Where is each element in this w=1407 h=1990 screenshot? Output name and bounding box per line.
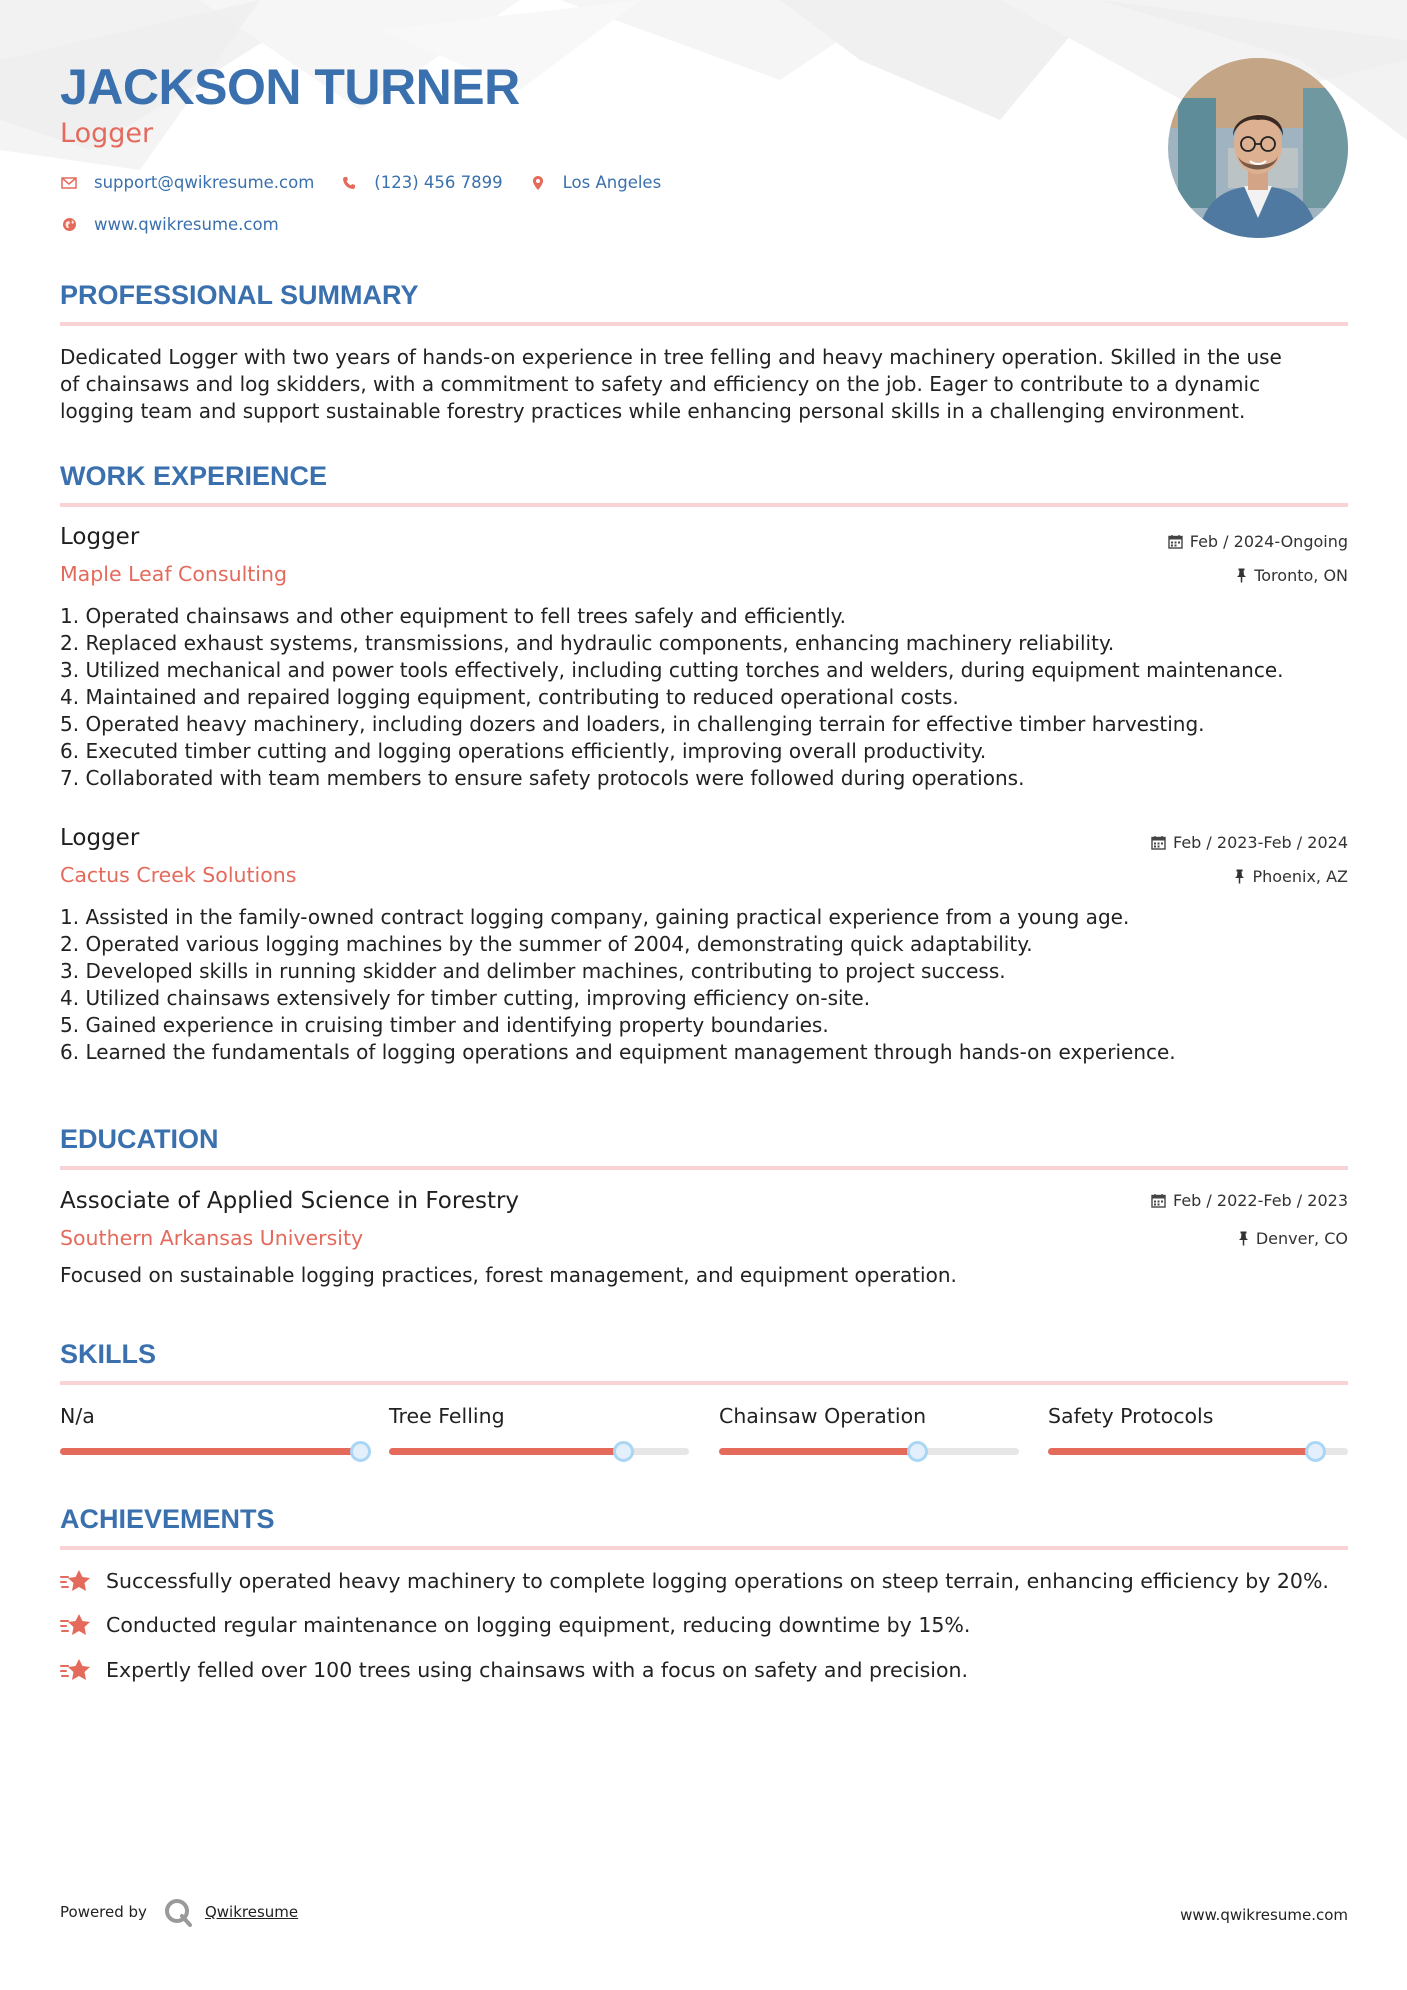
- list-item: 4. Maintained and repaired logging equipment, contributing to reduced operational costs.: [60, 685, 959, 709]
- skill-item: [719, 1404, 1019, 1428]
- job-dates: [1168, 532, 1348, 551]
- section-divider: [60, 1546, 1348, 1550]
- company-name: Maple Leaf Consulting: [60, 562, 288, 586]
- skill-bar-fill: [719, 1448, 917, 1455]
- list-item: 1. Assisted in the family-owned contract logging company, gaining practical experience from a young age.: [60, 905, 1130, 929]
- summary-heading: [60, 280, 1348, 311]
- skill-bar-fill: [60, 1448, 360, 1455]
- brand-link[interactable]: Qwikresume: [204, 1903, 299, 1921]
- skills-heading: [60, 1339, 1348, 1370]
- skill-label: Chainsaw Operation: [719, 1404, 927, 1428]
- summary-line: of chainsaws and log skidders, with a commitment to safety and efficiency on the job. Eager to contribute to a dynamic: [60, 372, 1261, 396]
- summary-line: Dedicated Logger with two years of hands-on experience in tree felling and heavy machinery operation. Skilled in the use: [60, 345, 1282, 369]
- experience-heading-text: WORK EXPERIENCE: [60, 461, 328, 491]
- company-name: Cactus Creek Solutions: [60, 863, 297, 887]
- section-divider: [60, 1166, 1348, 1170]
- skill-label: Safety Protocols: [1048, 1404, 1214, 1428]
- skill-bar-track: [1048, 1448, 1348, 1455]
- list-item: 3. Utilized mechanical and power tools effectively, including cutting torches and welders, during equipment maintenance.: [60, 658, 1284, 682]
- achievement-text: Successfully operated heavy machinery to complete logging operations on steep terrain, enhancing efficiency by 20%.: [106, 1569, 1329, 1593]
- section-divider: [60, 503, 1348, 507]
- pushpin-icon: [1236, 568, 1247, 583]
- education-description: Focused on sustainable logging practices, forest management, and equipment operation.: [60, 1263, 957, 1287]
- job-dates-text: Feb / 2023-Feb / 2024: [1173, 833, 1348, 852]
- section-divider: [60, 1381, 1348, 1385]
- list-item: 5. Gained experience in cruising timber and identifying property boundaries.: [60, 1013, 829, 1037]
- education-location: [1238, 1229, 1348, 1248]
- school-name: Southern Arkansas University: [60, 1226, 364, 1250]
- location-pin-icon: [529, 174, 547, 192]
- skill-item: [1048, 1404, 1348, 1428]
- job-bullets: [60, 603, 1348, 792]
- website-row: [60, 215, 279, 234]
- phone-icon: [340, 174, 358, 192]
- footer-website[interactable]: www.qwikresume.com: [1180, 1906, 1348, 1924]
- star-icon: [60, 1612, 92, 1638]
- candidate-name: JACKSON TURNER: [60, 59, 520, 115]
- skill-bar-fill: [389, 1448, 623, 1455]
- website-link[interactable]: www.qwikresume.com: [94, 215, 279, 234]
- pushpin-icon: [1238, 1231, 1249, 1246]
- degree-title: Associate of Applied Science in Forestry: [60, 1188, 520, 1214]
- globe-icon: [60, 216, 78, 234]
- profile-photo: [1168, 58, 1348, 238]
- achievements-heading: [60, 1504, 1348, 1535]
- star-icon: [60, 1568, 92, 1594]
- candidate-title: Logger: [60, 118, 154, 149]
- list-item: 3. Developed skills in running skidder and delimber machines, contributing to project success.: [60, 959, 1006, 983]
- skill-bar-track: [719, 1448, 1019, 1455]
- skill-bar-knob: [613, 1441, 634, 1462]
- envelope-icon: [60, 174, 78, 192]
- skill-item: [389, 1404, 689, 1428]
- education-dates-text: Feb / 2022-Feb / 2023: [1173, 1191, 1348, 1210]
- skill-item: [60, 1404, 360, 1428]
- job-title: Logger: [60, 524, 140, 550]
- achievements-heading-text: ACHIEVEMENTS: [60, 1504, 275, 1534]
- list-item: 2. Operated various logging machines by the summer of 2004, demonstrating quick adaptability.: [60, 932, 1033, 956]
- star-icon: [60, 1657, 92, 1683]
- list-item: 4. Utilized chainsaws extensively for timber cutting, improving efficiency on-site.: [60, 986, 871, 1010]
- calendar-icon: [1168, 534, 1183, 549]
- skill-bar-fill: [1048, 1448, 1315, 1455]
- list-item: 6. Executed timber cutting and logging operations efficiently, improving overall productivity.: [60, 739, 987, 763]
- footer-powered-by: [60, 1897, 298, 1927]
- education-location-text: Denver, CO: [1255, 1229, 1348, 1248]
- list-item: 2. Replaced exhaust systems, transmissions, and hydraulic components, enhancing machinery reliability.: [60, 631, 1115, 655]
- job-location-text: Phoenix, AZ: [1252, 867, 1348, 886]
- achievement-item: [60, 1657, 968, 1683]
- calendar-icon: [1151, 1193, 1166, 1208]
- powered-by-label: Powered by: [60, 1903, 147, 1921]
- skills-heading-text: SKILLS: [60, 1339, 157, 1369]
- achievement-text: Expertly felled over 100 trees using chainsaws with a focus on safety and precision.: [106, 1658, 969, 1682]
- list-item: 1. Operated chainsaws and other equipment to fell trees safely and efficiently.: [60, 604, 846, 628]
- skill-bar-knob: [1305, 1441, 1326, 1462]
- job-bullets: [60, 904, 1348, 1066]
- job-location-text: Toronto, ON: [1254, 566, 1348, 585]
- contact-row: [60, 173, 661, 192]
- job-dates: [1151, 833, 1348, 852]
- skill-bar-knob: [907, 1441, 928, 1462]
- location-text: Los Angeles: [562, 173, 662, 192]
- job-dates-text: Feb / 2024-Ongoing: [1189, 532, 1348, 551]
- skill-label: Tree Felling: [389, 1404, 505, 1428]
- list-item: 6. Learned the fundamentals of logging operations and equipment management through hands-on experience.: [60, 1040, 1176, 1064]
- email-link[interactable]: support@qwikresume.com: [94, 173, 315, 192]
- calendar-icon: [1151, 835, 1166, 850]
- education-heading-text: EDUCATION: [60, 1124, 219, 1154]
- section-divider: [60, 322, 1348, 326]
- achievement-item: [60, 1568, 1329, 1594]
- summary-paragraph: [60, 344, 1348, 425]
- skill-bar-track: [60, 1448, 360, 1455]
- phone-number[interactable]: (123) 456 7899: [374, 173, 503, 192]
- qwikresume-logo-icon: [163, 1897, 193, 1927]
- skill-bar-knob: [350, 1441, 371, 1462]
- summary-heading-text: PROFESSIONAL SUMMARY: [60, 280, 419, 310]
- job-location: [1236, 566, 1348, 585]
- pushpin-icon: [1234, 869, 1245, 884]
- job-location: [1234, 867, 1348, 886]
- skill-bar-track: [389, 1448, 689, 1455]
- experience-heading: [60, 461, 1348, 492]
- summary-line: logging team and support sustainable forestry practices while enhancing personal skills in a challenging environment.: [60, 399, 1246, 423]
- list-item: 5. Operated heavy machinery, including dozers and loaders, in challenging terrain for effective timber harvesting.: [60, 712, 1205, 736]
- skill-label: N/a: [60, 1404, 95, 1428]
- education-dates: [1151, 1191, 1348, 1210]
- list-item: 7. Collaborated with team members to ensure safety protocols were followed during operations.: [60, 766, 1025, 790]
- achievement-item: [60, 1612, 970, 1638]
- job-title: Logger: [60, 825, 140, 851]
- achievement-text: Conducted regular maintenance on logging equipment, reducing downtime by 15%.: [106, 1613, 971, 1637]
- education-heading: [60, 1124, 1348, 1155]
